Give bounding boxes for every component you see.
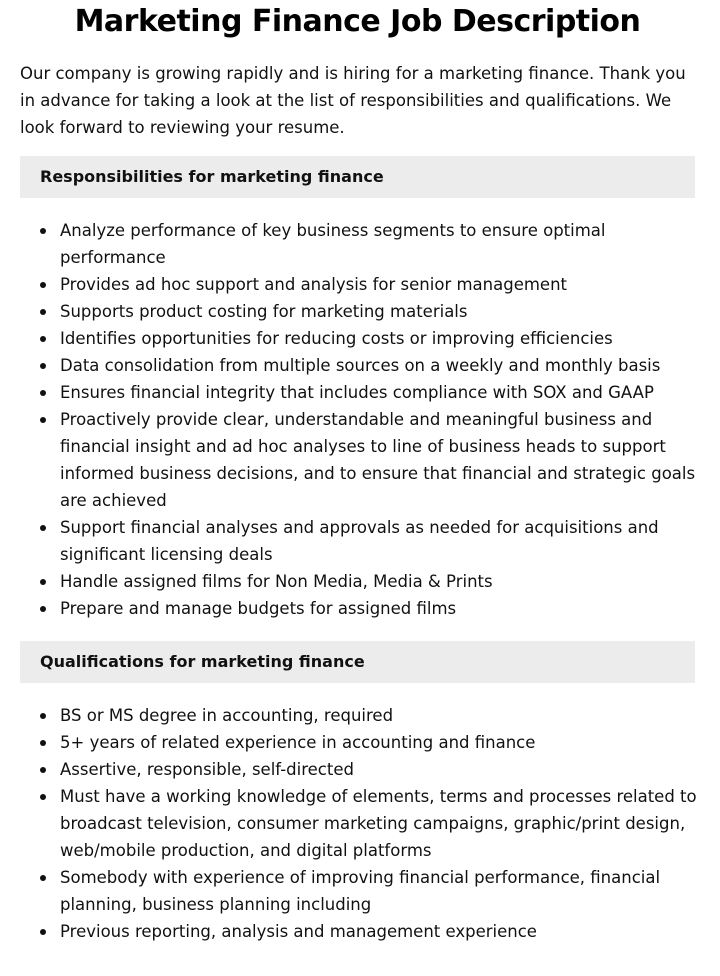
qualifications-list [20,702,700,945]
qualification-item: Previous reporting, analysis and management experience [60,918,700,945]
qualification-item: Assertive, responsible, self-directed [60,756,700,783]
intro-paragraph: Our company is growing rapidly and is hiring for a marketing finance. Thank you in advance for taking a look at the list of responsibilities and qualifications. We look forward to reviewing your resume. [20,64,686,137]
responsibility-item: Identifies opportunities for reducing costs or improving efficiencies [60,325,700,352]
responsibility-item: Supports product costing for marketing materials [60,298,700,325]
responsibility-item: Analyze performance of key business segments to ensure optimal performance [60,217,700,271]
responsibility-item: Support financial analyses and approvals as needed for acquisitions and significant licensing deals [60,514,700,568]
responsibility-item: Data consolidation from multiple sources on a weekly and monthly basis [60,352,700,379]
qualification-item: 5+ years of related experience in accounting and finance [60,729,700,756]
responsibility-item: Prepare and manage budgets for assigned films [60,595,700,622]
responsibility-item: Provides ad hoc support and analysis for senior management [60,271,700,298]
responsibility-item: Ensures financial integrity that includes compliance with SOX and GAAP [60,379,700,406]
responsibility-item: Proactively provide clear, understandable and meaningful business and financial insight and ad hoc analyses to line of business heads to support informed business decisions, and to ensure that financial and strategic goals are achieved [60,406,700,514]
responsibilities-list [20,217,700,622]
qualifications-heading: Qualifications for marketing finance [20,641,695,683]
responsibilities-heading: Responsibilities for marketing finance [20,156,695,198]
qualification-item: Must have a working knowledge of elements, terms and processes related to broadcast television, consumer marketing campaigns, graphic/print design, web/mobile production, and digital platforms [60,783,700,864]
responsibility-item: Handle assigned films for Non Media, Media & Prints [60,568,700,595]
qualification-item: BS or MS degree in accounting, required [60,702,700,729]
qualification-item: Somebody with experience of improving financial performance, financial planning, business planning including [60,864,700,918]
page-title: Marketing Finance Job Description [74,4,641,39]
